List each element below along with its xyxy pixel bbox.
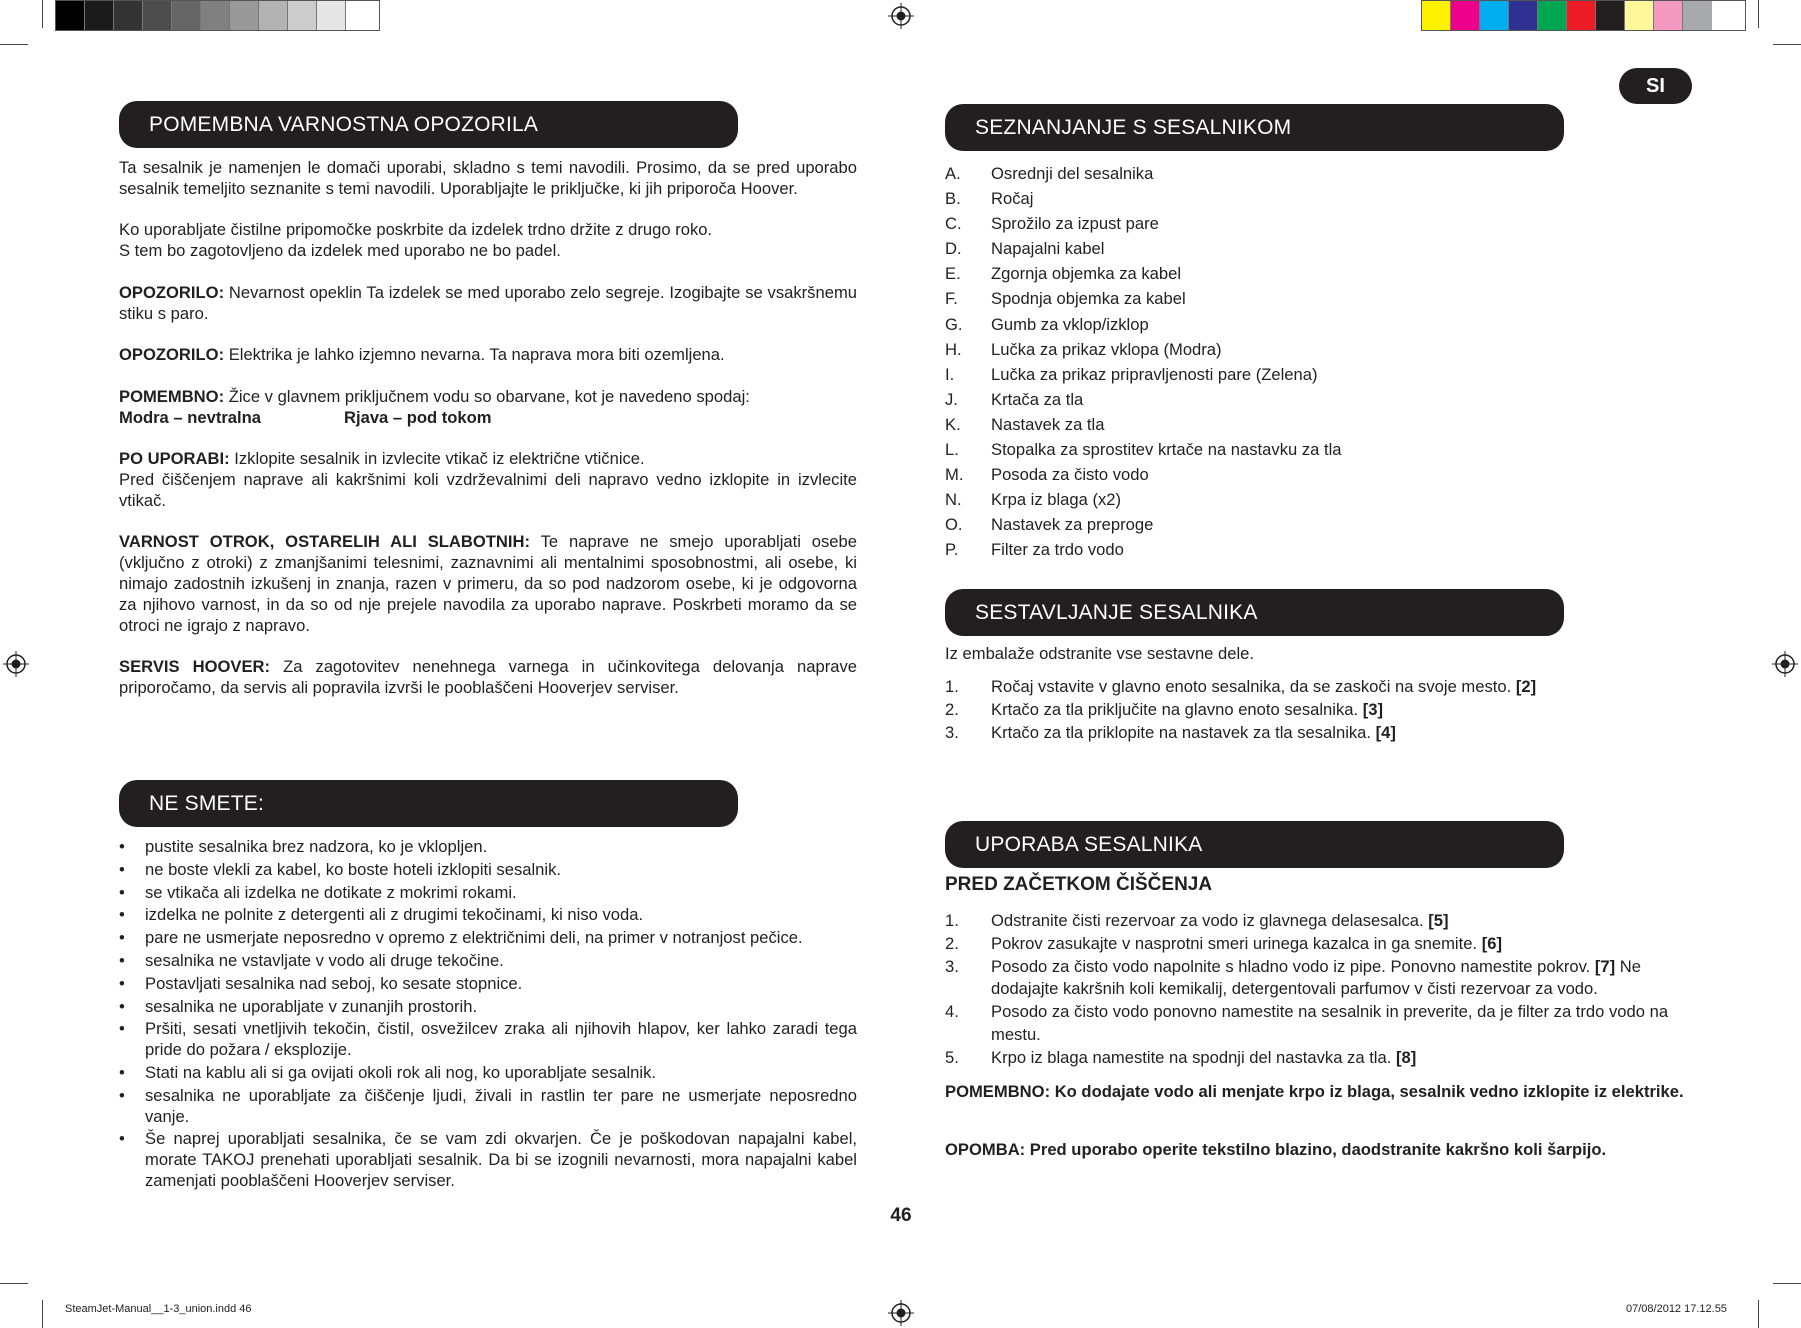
list-item-key: B. <box>945 189 961 209</box>
color-swatch <box>288 1 317 30</box>
warning-text: Elektrika je lahko izjemno nevarna. Ta naprava mora biti ozemljena. <box>224 345 725 365</box>
list-item-text <box>991 910 1684 933</box>
color-swatch <box>1567 1 1596 30</box>
list-item <box>945 1001 1684 1047</box>
registration-mark-icon <box>888 3 914 29</box>
warning-text: Nevarnost opeklin Ta izdelek se med uporabo zelo segreje. Izogibajte se vsakršnemu stiku s paro. <box>119 282 857 323</box>
list-item-body: Pokrov zasukajte v nasprotni smeri urinega kazalca in ga snemite. <box>991 933 1482 953</box>
list-item-body: Osrednji del sesalnika <box>991 164 1154 183</box>
color-swatch <box>143 1 172 30</box>
list-item <box>945 699 1645 722</box>
child-safety-text: Te naprave ne smejo uporabljati osebe (vključno z otroki) z zmanjšanimi telesnimi, zaznavnimi ali mentalnimi sposobnostmi, ali osebe, ki nimajo zadostnih izkušenj in znanja, razen v primeru, da so pod nadzorom osebe, ki je odgovorna za njihovo varnost, in da so od nje prejele navodila za uporabo naprave. Poskrbeti moramo da se otroci ne igrajo z napravo. <box>119 532 857 635</box>
color-swatch <box>1538 1 1567 30</box>
list-item <box>945 387 1645 412</box>
color-swatch <box>1480 1 1509 30</box>
warning-label: OPOZORILO: <box>119 345 225 365</box>
list-item-key: 2. <box>945 933 959 953</box>
color-swatch <box>201 1 230 30</box>
color-swatch <box>1596 1 1625 30</box>
list-item-body: Lučka za prikaz vklopa (Modra) <box>991 339 1222 359</box>
dont-item: • se vtikača ali izdelka ne dotikate z mokrimi rokami. <box>119 883 857 904</box>
after-use-text: Izklopite sesalnik in izvlecite vtikač iz električne vtičnice. <box>229 449 645 469</box>
donts-list <box>119 837 857 1194</box>
important-text: Žice v glavnem priključnem vodu so obarvane, kot je navedeno spodaj: <box>224 386 750 406</box>
list-item-text <box>991 699 1645 722</box>
list-item-body: Filter za trdo vodo <box>991 540 1124 560</box>
list-item-text <box>991 487 1645 512</box>
list-item-key: A. <box>945 164 961 183</box>
list-item <box>945 512 1645 537</box>
list-item <box>945 933 1684 956</box>
figure-ref: [3] <box>1362 699 1384 719</box>
safety-line: Ko uporabljate čistilne pripomočke poskrbite da izdelek trdno držite z drugo roko. <box>119 220 713 240</box>
list-item-key: G. <box>945 314 963 334</box>
list-item-text <box>991 261 1645 286</box>
dont-item: • Pršiti, sesati vnetljivih tekočin, čistil, osvežilcev zraka ali njihovih hlapov, ker lahko zaradi tega pride do požara / eksplozije. <box>119 1019 857 1061</box>
color-swatch <box>1422 1 1451 30</box>
list-item-key: P. <box>945 540 959 560</box>
color-swatch <box>56 1 85 30</box>
assembly-steps <box>945 676 1645 744</box>
list-item-text <box>991 462 1645 487</box>
service-label: SERVIS HOOVER: <box>119 657 271 677</box>
list-item-body: Nastavek za tla <box>991 414 1105 434</box>
list-item-text <box>991 337 1645 362</box>
list-item-body: Zgornja objemka za kabel <box>991 264 1182 284</box>
list-item-text <box>991 1001 1684 1047</box>
list-item-key: 3. <box>945 956 959 976</box>
wire-blue: Modra – nevtralna <box>119 407 262 427</box>
list-item-key: H. <box>945 339 962 359</box>
list-item <box>945 337 1645 362</box>
list-item-text <box>991 437 1645 462</box>
list-item <box>945 261 1645 286</box>
list-item-key: D. <box>945 239 962 259</box>
list-item-body: Lučka za prikaz pripravljenosti pare (Zelena) <box>991 364 1318 384</box>
list-item-text <box>991 512 1645 537</box>
crop-mark <box>1758 0 1759 28</box>
list-item <box>945 236 1645 261</box>
list-item-body: Krtačo za tla priključite na glavno enoto sesalnika. <box>991 699 1363 719</box>
list-item-body: Krpa iz blaga (x2) <box>991 490 1122 510</box>
date-slug: 07/08/2012 17.12.55 <box>1626 1303 1727 1315</box>
usage-header: UPORABA SESALNIKA <box>945 821 1564 868</box>
child-safety-label: VARNOST OTROK, OSTARELIH ALI SLABOTNIH: <box>119 532 531 552</box>
list-item-body: Nastavek za preproge <box>991 515 1154 535</box>
color-swatch <box>259 1 288 30</box>
list-item <box>945 186 1645 211</box>
usage-remark-note: OPOMBA: Pred uporabo operite tekstilno blazino, daodstranite kakršno koli šarpijo. <box>945 1140 1607 1159</box>
warning-label: OPOZORILO: <box>119 282 225 302</box>
color-swatch <box>1509 1 1538 30</box>
after-use-label: PO UPORABI: <box>119 449 230 469</box>
grayscale-color-bar <box>55 0 380 31</box>
list-item-text <box>991 412 1645 437</box>
process-color-bar <box>1421 0 1746 31</box>
list-item-key: I. <box>945 364 955 384</box>
parts-list <box>945 161 1645 563</box>
dont-item: • sesalnika ne uporabljate za čiščenje ljudi, živali in rastlin ter pare ne usmerjate neposredno vanje. <box>119 1086 857 1128</box>
list-item-text <box>991 286 1645 311</box>
color-swatch <box>1451 1 1480 30</box>
list-item-key: 1. <box>945 677 959 696</box>
list-item <box>945 462 1645 487</box>
list-item-text <box>991 676 1645 699</box>
figure-ref: [4] <box>1375 722 1396 742</box>
assembly-header: SESTAVLJANJE SESALNIKA <box>945 589 1564 636</box>
list-item-key: J. <box>945 389 958 409</box>
list-item-key: O. <box>945 515 963 535</box>
list-item-body: Posodo za čisto vodo ponovno namestite na sesalnik in preverite, da je filter za trdo vodo na mestu. <box>991 1002 1669 1044</box>
dont-item: • pustite sesalnika brez nadzora, ko je vklopljen. <box>119 837 857 858</box>
crop-mark <box>1758 1300 1759 1328</box>
list-item <box>945 412 1645 437</box>
color-swatch <box>114 1 143 30</box>
after-use-text-2: Pred čiščenjem naprave ali kakršnimi koli vzdrževalnimi deli napravo vedno izklopite in izvlecite vtikač. <box>119 469 857 510</box>
crop-mark <box>1773 1283 1801 1284</box>
registration-mark-icon <box>1772 651 1798 677</box>
child-safety-note <box>119 532 857 636</box>
list-item-body: Gumb za vklop/izklop <box>991 314 1149 334</box>
warning-electric <box>119 345 857 366</box>
donts-header: NE SMETE: <box>119 780 738 827</box>
warning-burn <box>119 283 857 325</box>
list-item-text <box>991 933 1684 956</box>
list-item-text <box>991 211 1645 236</box>
list-item-key: F. <box>945 289 958 309</box>
crop-mark <box>42 0 43 28</box>
list-item-text <box>991 362 1645 387</box>
list-item-key: N. <box>945 490 962 510</box>
language-badge: SI <box>1619 68 1692 104</box>
dont-item: • sesalnika ne vstavljate v vodo ali druge tekočine. <box>119 951 857 972</box>
list-item-key: 4. <box>945 1002 959 1022</box>
list-item-body: Spodnja objemka za kabel <box>991 289 1186 309</box>
safety-paragraph: Ta sesalnik je namenjen le domači uporabi, skladno s temi navodili. Prosimo, da se pred uporabo sesalnik temeljito seznanite s temi navodili. Uporabljajte le priključke, ki jih priporoča Hoover. <box>119 158 857 198</box>
color-swatch <box>85 1 114 30</box>
list-item-key: L. <box>945 440 959 460</box>
after-use-note <box>119 449 857 511</box>
list-item-text <box>991 1047 1684 1070</box>
important-label: POMEMBNO: <box>119 386 225 406</box>
list-item-body: Krtačo za tla priklopite na nastavek za tla sesalnika. <box>991 722 1376 742</box>
figure-ref: [6] <box>1481 933 1502 953</box>
dont-item: • ne boste vlekli za kabel, ko boste hoteli izklopiti sesalnik. <box>119 860 857 881</box>
page-number: 46 <box>890 1205 912 1226</box>
service-note <box>119 657 857 699</box>
registration-mark-icon <box>888 1300 914 1326</box>
list-item-body: Krpo iz blaga namestite na spodnji del nastavka za tla. <box>991 1047 1396 1067</box>
list-item <box>945 286 1645 311</box>
list-item-key: 1. <box>945 911 959 930</box>
list-item <box>945 676 1645 699</box>
list-item-key: 5. <box>945 1047 959 1067</box>
list-item-text <box>991 956 1684 1002</box>
usage-important-note: POMEMBNO: Ko dodajate vodo ali menjate krpo iz blaga, sesalnik vedno izklopite iz elektrike. <box>945 1082 1684 1101</box>
list-item-key: E. <box>945 264 961 284</box>
figure-ref: [5] <box>1428 911 1449 930</box>
list-item <box>945 487 1645 512</box>
crop-mark <box>0 1283 28 1284</box>
list-item <box>945 362 1645 387</box>
figure-ref: [8] <box>1395 1047 1417 1067</box>
list-item-text <box>991 236 1645 261</box>
list-item-key: 3. <box>945 722 959 742</box>
list-item <box>945 722 1645 745</box>
wiring-note <box>119 387 857 429</box>
list-item-key: M. <box>945 465 964 485</box>
list-item <box>945 437 1645 462</box>
list-item <box>945 211 1645 236</box>
crop-mark <box>1773 44 1801 45</box>
list-item-text <box>991 537 1645 562</box>
list-item-body: Krtača za tla <box>991 389 1084 409</box>
list-item-body: Posoda za čisto vodo <box>991 465 1149 485</box>
list-item-text <box>991 161 1645 186</box>
dont-item: • Postavljati sesalnika nad seboj, ko sesate stopnice. <box>119 974 857 995</box>
list-item <box>945 161 1645 186</box>
list-item <box>945 312 1645 337</box>
list-item-body: Ročaj <box>991 189 1034 209</box>
list-item-tail: Ne dodajajte kakršnih koli kemikalij, detergentovali parfumov v čisti rezervoar za vodo. <box>991 956 1642 999</box>
list-item-body: Sprožilo za izpust pare <box>991 214 1159 234</box>
color-swatch <box>1625 1 1654 30</box>
figure-ref: [2] <box>1515 677 1537 696</box>
file-slug: SteamJet-Manual__1-3_union.indd 46 <box>65 1303 252 1315</box>
safety-header: POMEMBNA VARNOSTNA OPOZORILA <box>119 101 738 148</box>
list-item-key: C. <box>945 214 962 234</box>
color-swatch <box>1654 1 1683 30</box>
color-swatch <box>346 1 375 30</box>
list-item-body: Odstranite čisti rezervoar za vodo iz glavnega delasesalca. <box>991 911 1429 930</box>
wire-brown: Rjava – pod tokom <box>344 407 492 427</box>
list-item <box>945 537 1645 562</box>
list-item-text <box>991 312 1645 337</box>
list-item-text <box>991 186 1645 211</box>
list-item <box>945 956 1684 1002</box>
usage-subtitle: PRED ZAČETKOM ČIŠČENJA <box>945 874 1213 895</box>
safety-paragraph <box>119 220 857 262</box>
list-item-body: Ročaj vstavite v glavno enoto sesalnika, da se zaskoči na svoje mesto. <box>991 677 1516 696</box>
parts-header: SEZNANJANJE S SESALNIKOM <box>945 104 1564 151</box>
dont-item: • sesalnika ne uporabljate v zunanjih prostorih. <box>119 997 857 1018</box>
list-item-body: Napajalni kabel <box>991 239 1105 259</box>
registration-mark-icon <box>3 651 29 677</box>
color-swatch <box>1683 1 1712 30</box>
list-item <box>945 910 1684 933</box>
list-item-body: Stopalka za sprostitev krtače na nastavku za tla <box>991 440 1342 460</box>
dont-item: • Še naprej uporabljati sesalnika, če se vam zdi okvarjen. Če je poškodovan napajalni kabel, morate TAKOJ prenehati uporabljati sesalnik. Da bi se izognili nevarnosti, mora napajalni kabel zamenjati pooblaščeni Hooverjev serviser. <box>119 1129 857 1191</box>
list-item-key: K. <box>945 414 961 434</box>
safety-line: S tem bo zagotovljeno da izdelek med uporabo ne bo padel. <box>119 241 561 261</box>
list-item-body: Posodo za čisto vodo napolnite s hladno vodo iz pipe. Ponovno namestite pokrov. <box>991 956 1595 976</box>
dont-item: • pare ne usmerjate neposredno v opremo z električnimi deli, na primer v notranjost pečice. <box>119 928 857 949</box>
figure-ref: [7] <box>1594 956 1616 976</box>
list-item-text <box>991 387 1645 412</box>
color-swatch <box>172 1 201 30</box>
color-swatch <box>317 1 346 30</box>
usage-steps <box>945 910 1684 1070</box>
color-swatch <box>230 1 259 30</box>
crop-mark <box>42 1300 43 1328</box>
assembly-intro: Iz embalaže odstranite vse sestavne dele. <box>945 644 1255 663</box>
service-text: Za zagotovitev nenehnega varnega in učinkovitega delovanja naprave priporočamo, da servis ali popravila izvrši le pooblaščeni Hooverjev serviser. <box>119 657 857 697</box>
dont-item: • Stati na kablu ali si ga ovijati okoli rok ali nog, ko uporabljate sesalnik. <box>119 1063 857 1084</box>
safety-section <box>119 158 857 699</box>
crop-mark <box>0 44 28 45</box>
dont-item: • izdelka ne polnite z detergenti ali z drugimi tekočinami, ki niso voda. <box>119 905 857 926</box>
list-item-text <box>991 722 1645 745</box>
list-item <box>945 1047 1684 1070</box>
list-item-key: 2. <box>945 699 959 719</box>
